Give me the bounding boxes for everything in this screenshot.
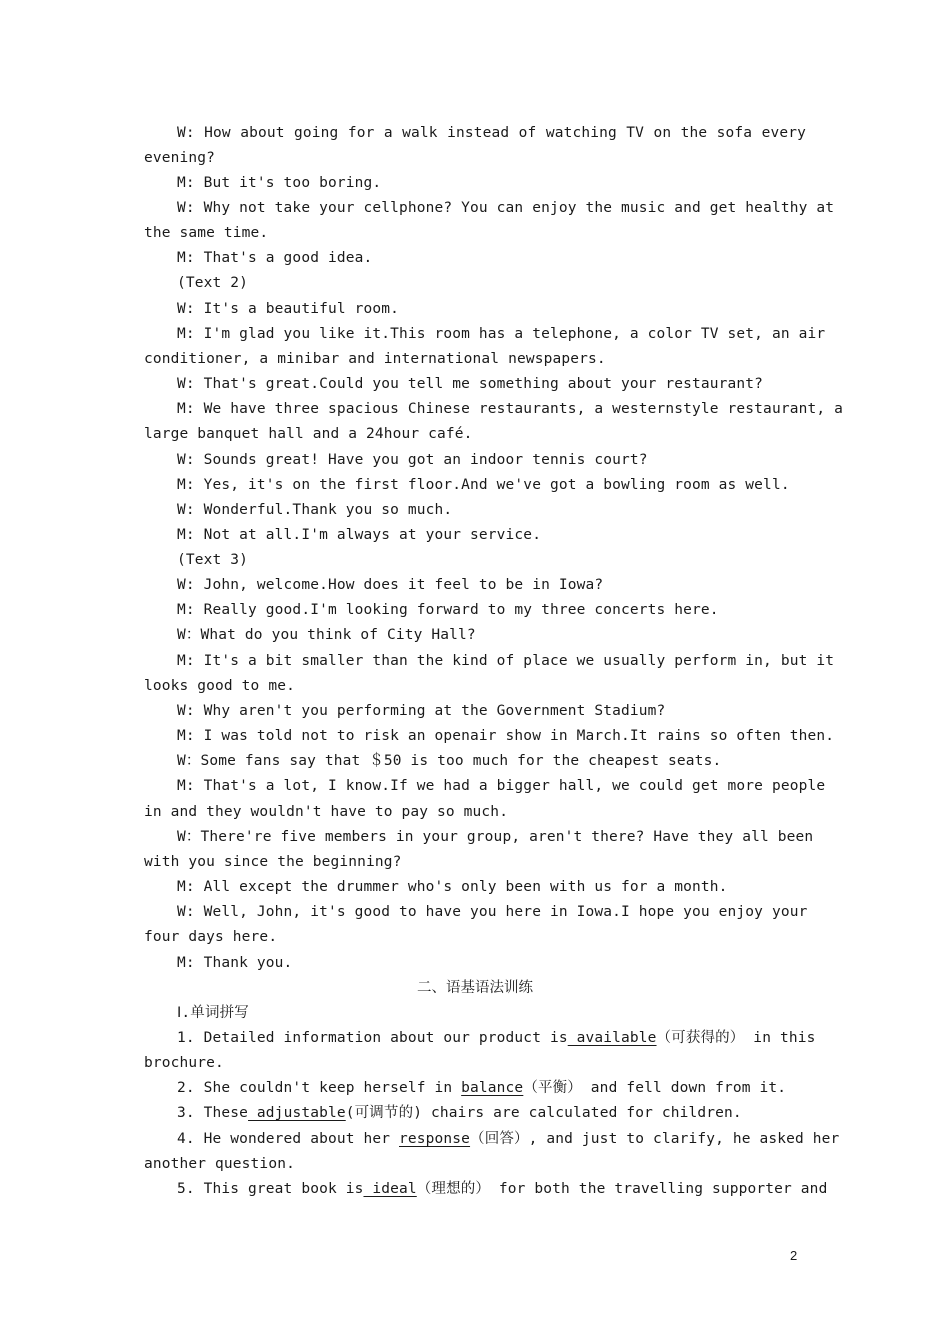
dialogue-line: in and they wouldn't have to pay so much.: [144, 804, 509, 820]
dialogue-line: W: Why not take your cellphone? You can enjoy the music and get healthy at: [177, 200, 835, 216]
dialogue-line: W: How about going for a walk instead of watching TV on the sofa every: [177, 125, 806, 141]
dialogue-line: looks good to me.: [144, 678, 295, 694]
dialogue-line: M: Not at all.I'm always at your service.: [177, 527, 542, 543]
subsection-title: Ⅰ.单词拼写: [177, 1005, 249, 1021]
dialogue-line: four days here.: [144, 929, 278, 945]
text2-label: (Text 2): [177, 275, 249, 291]
exercise-text: （理想的） for both the travelling supporter and: [416, 1181, 828, 1197]
exercise-4-cont: another question.: [144, 1156, 295, 1172]
exercise-answer: available: [567, 1030, 657, 1046]
dialogue-line: M: Thank you.: [177, 955, 293, 971]
exercise-text: （可获得的） in this: [656, 1030, 816, 1046]
dialogue-line: M: All except the drummer who's only been with us for a month.: [177, 879, 728, 895]
exercise-text: （回答）, and just to clarify, he asked her: [470, 1131, 840, 1147]
exercise-text: 4. He wondered about her: [177, 1131, 399, 1147]
exercise-answer: response: [399, 1131, 471, 1147]
exercise-3: [177, 1104, 806, 1122]
dialogue-line: M: Really good.I'm looking forward to my three concerts here.: [177, 602, 719, 618]
dialogue-line: W: Wonderful.Thank you so much.: [177, 502, 453, 518]
dialogue-line: W: Sounds great! Have you got an indoor tennis court?: [177, 452, 648, 468]
exercise-text: 2. She couldn't keep herself in: [177, 1080, 462, 1096]
dialogue-line: W: That's great.Could you tell me something about your restaurant?: [177, 376, 764, 392]
exercise-1: [177, 1029, 816, 1047]
dialogue-line: W: Why aren't you performing at the Government Stadium?: [177, 703, 666, 719]
exercise-answer: adjustable: [248, 1105, 346, 1121]
dialogue-line: W: Well, John, it's good to have you here in Iowa.I hope you enjoy your: [177, 904, 808, 920]
exercise-text: (可调节的) chairs are calculated for children.: [345, 1105, 742, 1121]
dialogue-line: W：There're five members in your group, aren't there? Have they all been: [177, 829, 814, 845]
dialogue-line: conditioner, a minibar and international newspapers.: [144, 351, 606, 367]
dialogue-line: large banquet hall and a 24hour café.: [144, 426, 473, 442]
dialogue-line: M: I'm glad you like it.This room has a telephone, a color TV set, an air: [177, 326, 826, 342]
dialogue-line: M: I was told not to risk an openair show in March.It rains so often then.: [177, 728, 835, 744]
page-number: 2: [790, 1248, 798, 1263]
dialogue-line: M: We have three spacious Chinese restaurants, a westernstyle restaurant, a: [177, 401, 843, 417]
dialogue-line: with you since the beginning?: [144, 854, 402, 870]
dialogue-line: M: That's a good idea.: [177, 250, 373, 266]
exercise-4: [177, 1130, 840, 1148]
exercise-2: [177, 1079, 806, 1097]
exercise-1-cont: brochure.: [144, 1055, 224, 1071]
text3-label: (Text 3): [177, 552, 249, 568]
exercise-5: [177, 1180, 828, 1198]
dialogue-line: W: John, welcome.How does it feel to be in Iowa?: [177, 577, 604, 593]
dialogue-line: M: That's a lot, I know.If we had a bigger hall, we could get more people: [177, 778, 826, 794]
dialogue-line: W：What do you think of City Hall?: [177, 627, 476, 643]
dialogue-line: W: It's a beautiful room.: [177, 301, 399, 317]
dialogue-line: M: Yes, it's on the first floor.And we've got a bowling room as well.: [177, 477, 790, 493]
exercise-answer: balance: [461, 1080, 524, 1096]
exercise-answer: ideal: [363, 1181, 417, 1197]
exercise-text: 1. Detailed information about our product is: [177, 1030, 568, 1046]
dialogue-line: M: But it's too boring.: [177, 175, 382, 191]
exercise-text: 5. This great book is: [177, 1181, 364, 1197]
exercise-text: 3. These: [177, 1105, 249, 1121]
dialogue-line: the same time.: [144, 225, 269, 241]
exercise-text: （平衡） and fell down from it.: [523, 1080, 787, 1096]
section-title: 二、语基语法训练: [417, 980, 533, 996]
dialogue-line: evening?: [144, 150, 216, 166]
dialogue-line: M: It's a bit smaller than the kind of place we usually perform in, but it: [177, 653, 835, 669]
dialogue-line: W：Some fans say that ＄50 is too much for the cheapest seats.: [177, 753, 722, 769]
